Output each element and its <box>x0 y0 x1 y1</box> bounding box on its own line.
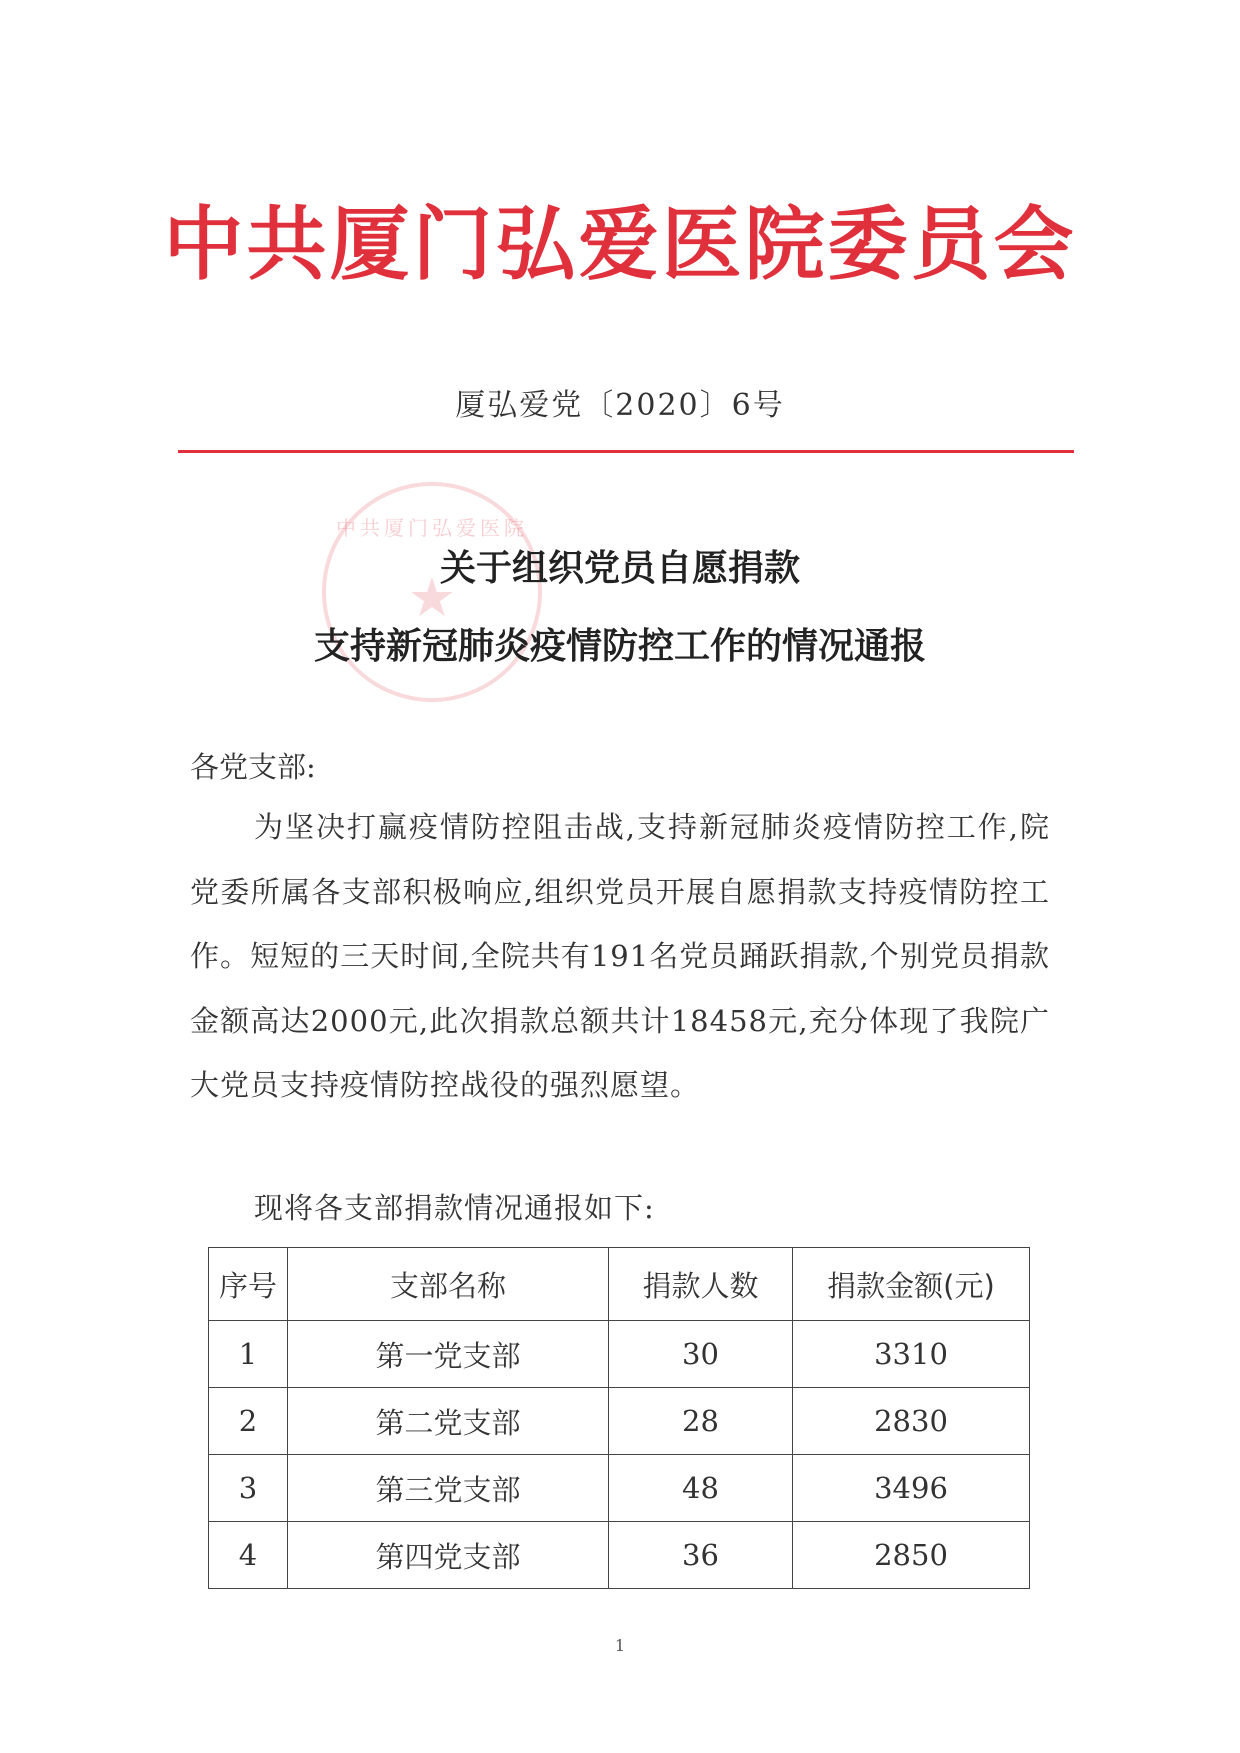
row-donor-count: 30 <box>609 1321 793 1388</box>
red-divider <box>178 450 1074 453</box>
table-row <box>209 1321 1030 1388</box>
row-branch-name: 第三党支部 <box>288 1455 609 1522</box>
row-index: 4 <box>209 1522 288 1589</box>
header-donor-count: 捐款人数 <box>609 1248 793 1321</box>
row-donation-amount: 3496 <box>793 1455 1030 1522</box>
row-donor-count: 28 <box>609 1388 793 1455</box>
row-donation-amount: 3310 <box>793 1321 1030 1388</box>
row-branch-name: 第一党支部 <box>288 1321 609 1388</box>
row-branch-name: 第二党支部 <box>288 1388 609 1455</box>
star-icon: ★ <box>407 566 457 629</box>
salutation: 各党支部: <box>190 750 316 784</box>
row-donor-count: 48 <box>609 1455 793 1522</box>
document-number: 厦弘爱党〔2020〕6号 <box>455 388 785 423</box>
row-index: 2 <box>209 1388 288 1455</box>
document-title-line-2: 支持新冠肺炎疫情防控工作的情况通报 <box>313 626 926 667</box>
row-branch-name: 第四党支部 <box>288 1522 609 1589</box>
donation-table <box>208 1247 1030 1589</box>
table-row <box>209 1388 1030 1455</box>
table-lead-text: 现将各支部捐款情况通报如下: <box>254 1191 655 1225</box>
table-header-row <box>209 1248 1030 1321</box>
table-row <box>209 1455 1030 1522</box>
row-donor-count: 36 <box>609 1522 793 1589</box>
header-donation-amount: 捐款金额(元) <box>793 1248 1030 1321</box>
table-row <box>209 1522 1030 1589</box>
row-donation-amount: 2850 <box>793 1522 1030 1589</box>
stamp-text: 中共厦门弘爱医院 <box>336 516 528 540</box>
header-branch-name: 支部名称 <box>288 1248 609 1321</box>
masthead-title: 中共厦门弘爱医院委员会 <box>163 198 1077 291</box>
official-seal-stamp <box>322 482 542 702</box>
row-index: 1 <box>209 1321 288 1388</box>
page-number: 1 <box>614 1636 626 1655</box>
body-paragraph: 为坚决打赢疫情防控阻击战,支持新冠肺炎疫情防控工作,院党委所属各支部积极响应,组织党员开展自愿捐款支持疫情防控工作。短短的三天时间,全院共有191名党员踊跃捐款,个别党员捐款金额高达2000元,此次捐款总额共计18458元,充分体现了我院广大党员支持疫情防控战役的强烈愿望。 <box>190 810 1050 1102</box>
document-title-line-1: 关于组织党员自愿捐款 <box>439 548 800 589</box>
row-index: 3 <box>209 1455 288 1522</box>
row-donation-amount: 2830 <box>793 1388 1030 1455</box>
header-index: 序号 <box>209 1248 288 1321</box>
